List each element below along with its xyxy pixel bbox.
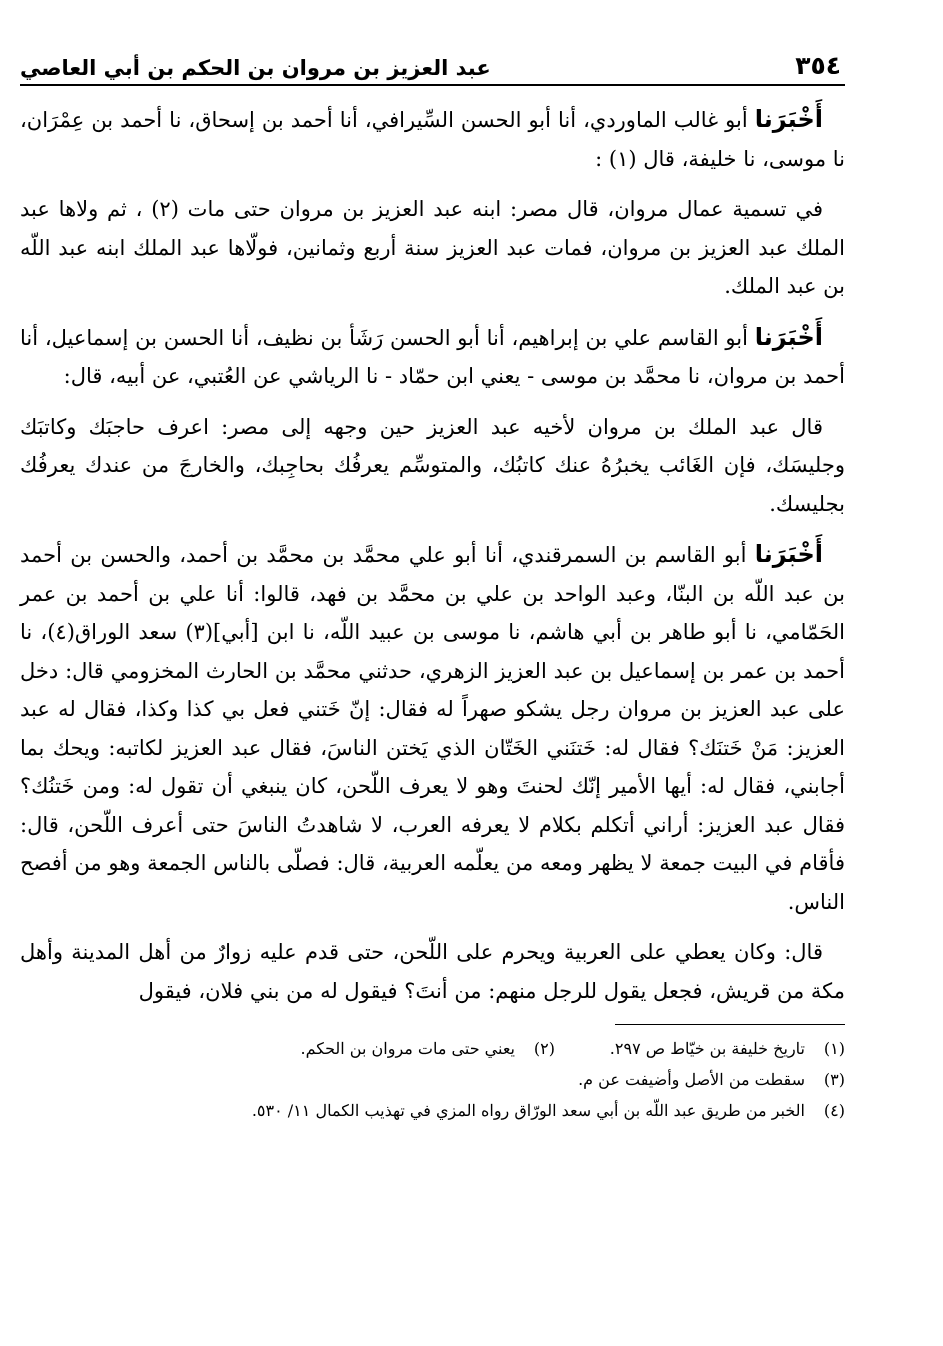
paragraph-lead-word: أَخْبَرَنا: [754, 322, 823, 351]
paragraph-text: قال: وكان يعطي على العربية ويحرم على اللّحن، حتى قدم عليه زوارٌ من أهل المدينة وأهل مكة من قريش، فجعل يقول للرجل منهم: من أنتَ؟ فيقول له من بني فلان، فيقول: [20, 940, 845, 1003]
footnote-row: [20, 1033, 845, 1064]
paragraph-lead-word: أَخْبَرَنا: [754, 540, 823, 568]
footnote-number: (١): [823, 1039, 845, 1058]
paragraph: [20, 190, 845, 306]
paragraph-lead-word: أَخْبَرَنا: [754, 105, 823, 133]
footnote-number: (٤): [823, 1101, 845, 1120]
footnote-text: سقطت من الأصل وأضيفت عن م.: [578, 1070, 805, 1089]
footnote-number: (٢): [533, 1039, 555, 1058]
footnote-text: تاريخ خليفة بن خيّاط ص ٢٩٧.: [609, 1039, 805, 1058]
footnote-number: (٣): [823, 1070, 845, 1089]
footnote: [20, 1095, 845, 1126]
page-number: ٣٥٤: [795, 51, 841, 80]
page-header: [20, 40, 845, 86]
footnote-text: الخبر من طريق عبد اللّه بن أبي سعد الورّاق رواه المزي في تهذيب الكمال ١١/ ٥٣٠.: [251, 1101, 805, 1120]
paragraph: [20, 318, 845, 396]
paragraph-text: قال عبد الملك بن مروان لأخيه عبد العزيز حين وجهه إلى مصر: اعرف حاجبَك وكاتبَك وجليسَك، فإن الغَائب يخبرُهُ عنك كاتبُك، والمتوسِّم يعرفُك بحاجِبك، والخارجَ من عندك يعرفُك بجليسك.: [20, 414, 845, 516]
footnote: [555, 1033, 845, 1064]
body-text: [20, 100, 845, 1010]
footnote-text: يعني حتى مات مروان بن الحكم.: [300, 1039, 515, 1058]
running-title: عبد العزيز بن مروان بن الحكم بن أبي العاصي: [20, 56, 491, 80]
paragraph: [20, 933, 845, 1010]
footnotes: [20, 1033, 845, 1126]
footnote-divider: [615, 1024, 845, 1025]
paragraph-text: أبو القاسم علي بن إبراهيم، أنا أبو الحسن رَشَأ بن نظيف، أنا الحسن بن إسماعيل، أنا أحمد بن مروان، نا محمَّد بن موسى - يعني ابن حمّاد - نا الرياشي عن العُتبي، عن أبيه، قال:: [20, 325, 845, 388]
paragraph: [20, 535, 845, 921]
paragraph-text: في تسمية عمال مروان، قال مصر: ابنه عبد العزيز بن مروان حتى مات (٢) ، ثم ولاها عبد الملك عبد العزيز بن مروان، فمات عبد العزيز سنة أربع وثمانين، فولّاها عبد الملك ابنه عبد اللّه بن عبد الملك.: [20, 197, 845, 298]
paragraph-text: أبو غالب الماوردي، أنا أبو الحسن السِّيرافي، أنا أحمد بن إسحاق، نا أحمد بن عِمْرَان، نا موسى، نا خليفة، قال (١) :: [20, 108, 845, 171]
footnote: [301, 1033, 556, 1064]
paragraph: [20, 408, 845, 524]
footnote: [20, 1064, 845, 1095]
paragraph: [20, 100, 845, 178]
paragraph-text: أبو القاسم بن السمرقندي، أنا أبو علي محمَّد بن محمَّد بن أحمد، والحسن بن أحمد بن عبد اللّه بن البنّا، وعبد الواحد بن علي بن محمَّد بن فهد، قالوا: أنا علي بن أحمد بن عمر الحَمّامي، نا أبو طاهر بن أبي هاشم، نا موسى بن عبيد اللّه، نا ابن [أبي](٣) سعد الوراق(٤)، نا أحمد بن عمر بن إسماعيل بن عبد العزيز الزهري، حدثني محمَّد بن الحارث المخزومي قال: دخل على عبد العزيز بن مروان رجل يشكو صهراً له فقال: إنّ خَتني فعل بي كذا وكذا، فقال له عبد العزيز: مَنْ خَتنَك؟ فقال له: خَتنَني الخَتّان الذي يَختن الناسَ، فقال عبد العزيز لكاتبه: ويحك بما أجابني، فقال له: أيها الأمير إنّك لحنتَ وهو لا يعرف اللّحن، كان ينبغي أن تقول له: ومن خَتنُك؟ فقال عبد العزيز: أراني أتكلم بكلام لا يعرفه العرب، لا شاهدتُ الناسَ حتى أعرف اللّحن، قال: فأقام في البيت جمعة لا يظهر ومعه من يعلّمه العربية، قال: فصلّى بالناس الجمعة وهو من أفصح الناس.: [20, 543, 845, 914]
